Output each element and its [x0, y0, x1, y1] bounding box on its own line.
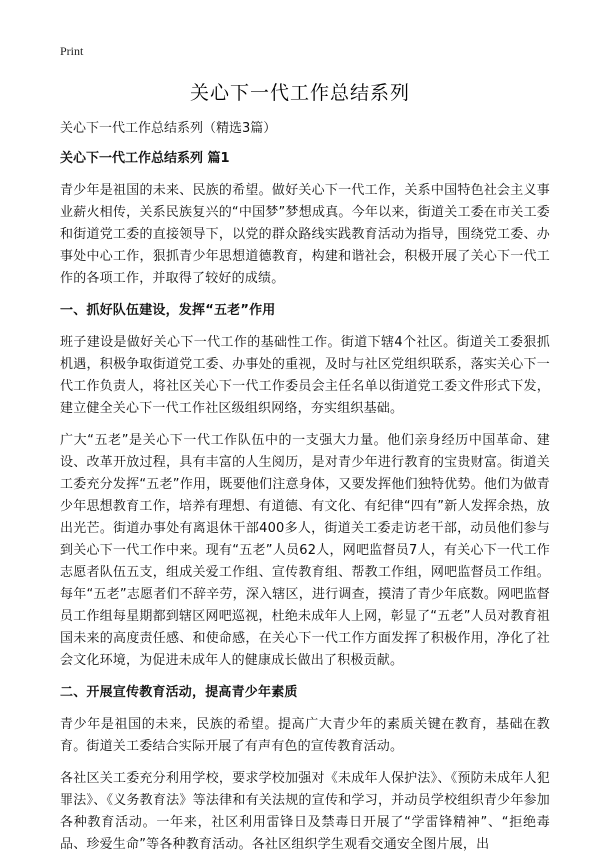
paragraph-education-intro: 青少年是祖国的未来，民族的希望。提高广大青少年的素质关键在教育，基础在教育。街道关工委结合实际开展了有声有色的宣传教育活动。 — [60, 717, 550, 754]
section-heading-2: 二、开展宣传教育活动，提高青少年素质 — [60, 685, 298, 700]
section-heading-1: 一、抓好队伍建设，发挥“五老”作用 — [60, 303, 276, 318]
document-subtitle: 关心下一代工作总结系列（精选3篇） — [60, 121, 277, 136]
document-body — [60, 118, 550, 866]
article-heading: 关心下一代工作总结系列 篇1 — [60, 151, 230, 166]
paragraph-education-activities: 各社区关工委充分利用学校，要求学校加强对《未成年人保护法》、《预防未成年人犯罪法》、《义务教育法》等法律和有关法规的宣传和学习，并动员学校组织青少年参加各种教育活动。一年来，社区利用雷锋日及禁毒日开展了“学雷锋精神”、“拒绝毒品、珍爱生命”等各种教育活动。各社区组织学生观看交通安全图片展，出 — [60, 771, 550, 852]
document-title: 关心下一代工作总结系列 — [189, 82, 410, 104]
paragraph-team-building: 班子建设是做好关心下一代工作的基础性工作。街道下辖4个社区。街道关工委狠抓机遇，积极争取街道党工委、办事处的重视，及时与社区党组织联系，落实关心下一代工作负责人，将社区关心下一代工作委员会主任名单以街道党工委文件形式下发，建立健全关心下一代工作社区级组织网络，夯实组织基础。 — [60, 335, 550, 416]
paragraph-five-elders: 广大“五老”是关心下一代工作队伍中的一支强大力量。他们亲身经历中国革命、建设、改革开放过程，具有丰富的人生阅历，是对青少年进行教育的宝贵财富。街道关工委充分发挥“五老”作用，既要他们注意身体，又要发挥他们独特优势。他们为做青少年思想教育工作，培养有理想、有道德、有文化、有纪律“四有”新人发挥余热，放出光芒。街道办事处有离退休干部400多人，街道关工委走访老干部，动员他们参与到关心下一代工作中来。现有“五老”人员62人，网吧监督员7人，有关心下一代工作志愿者队伍五支，组成关爱工作组、宣传教育组、帮教工作组，网吧监督员工作组。每年“五老”志愿者们不辞辛劳，深入辖区，进行调查，摸清了青少年底数。网吧监督员工作组每星期都到辖区网吧巡视，杜绝未成年人上网，彰显了“五老”人员对教育祖国未来的高度责任感、和使命感，在关心下一代工作方面发挥了积极作用，净化了社会文化环境，为促进未成年人的健康成长做出了积极贡献。 — [60, 433, 550, 668]
print-label[interactable]: Print — [60, 44, 84, 58]
paragraph-intro: 青少年是祖国的未来、民族的希望。做好关心下一代工作，关系中国特色社会主义事业薪火相传，关系民族复兴的“中国梦”梦想成真。今年以来，街道关工委在市关工委和街道党工委的直接领导下，以党的群众路线实践教育活动为指导，围绕党工委、办事处中心工作，狠抓青少年思想道德教育，构建和谐社会，积极开展了关心下一代工作的各项工作，并取得了较好的成绩。 — [60, 183, 550, 286]
